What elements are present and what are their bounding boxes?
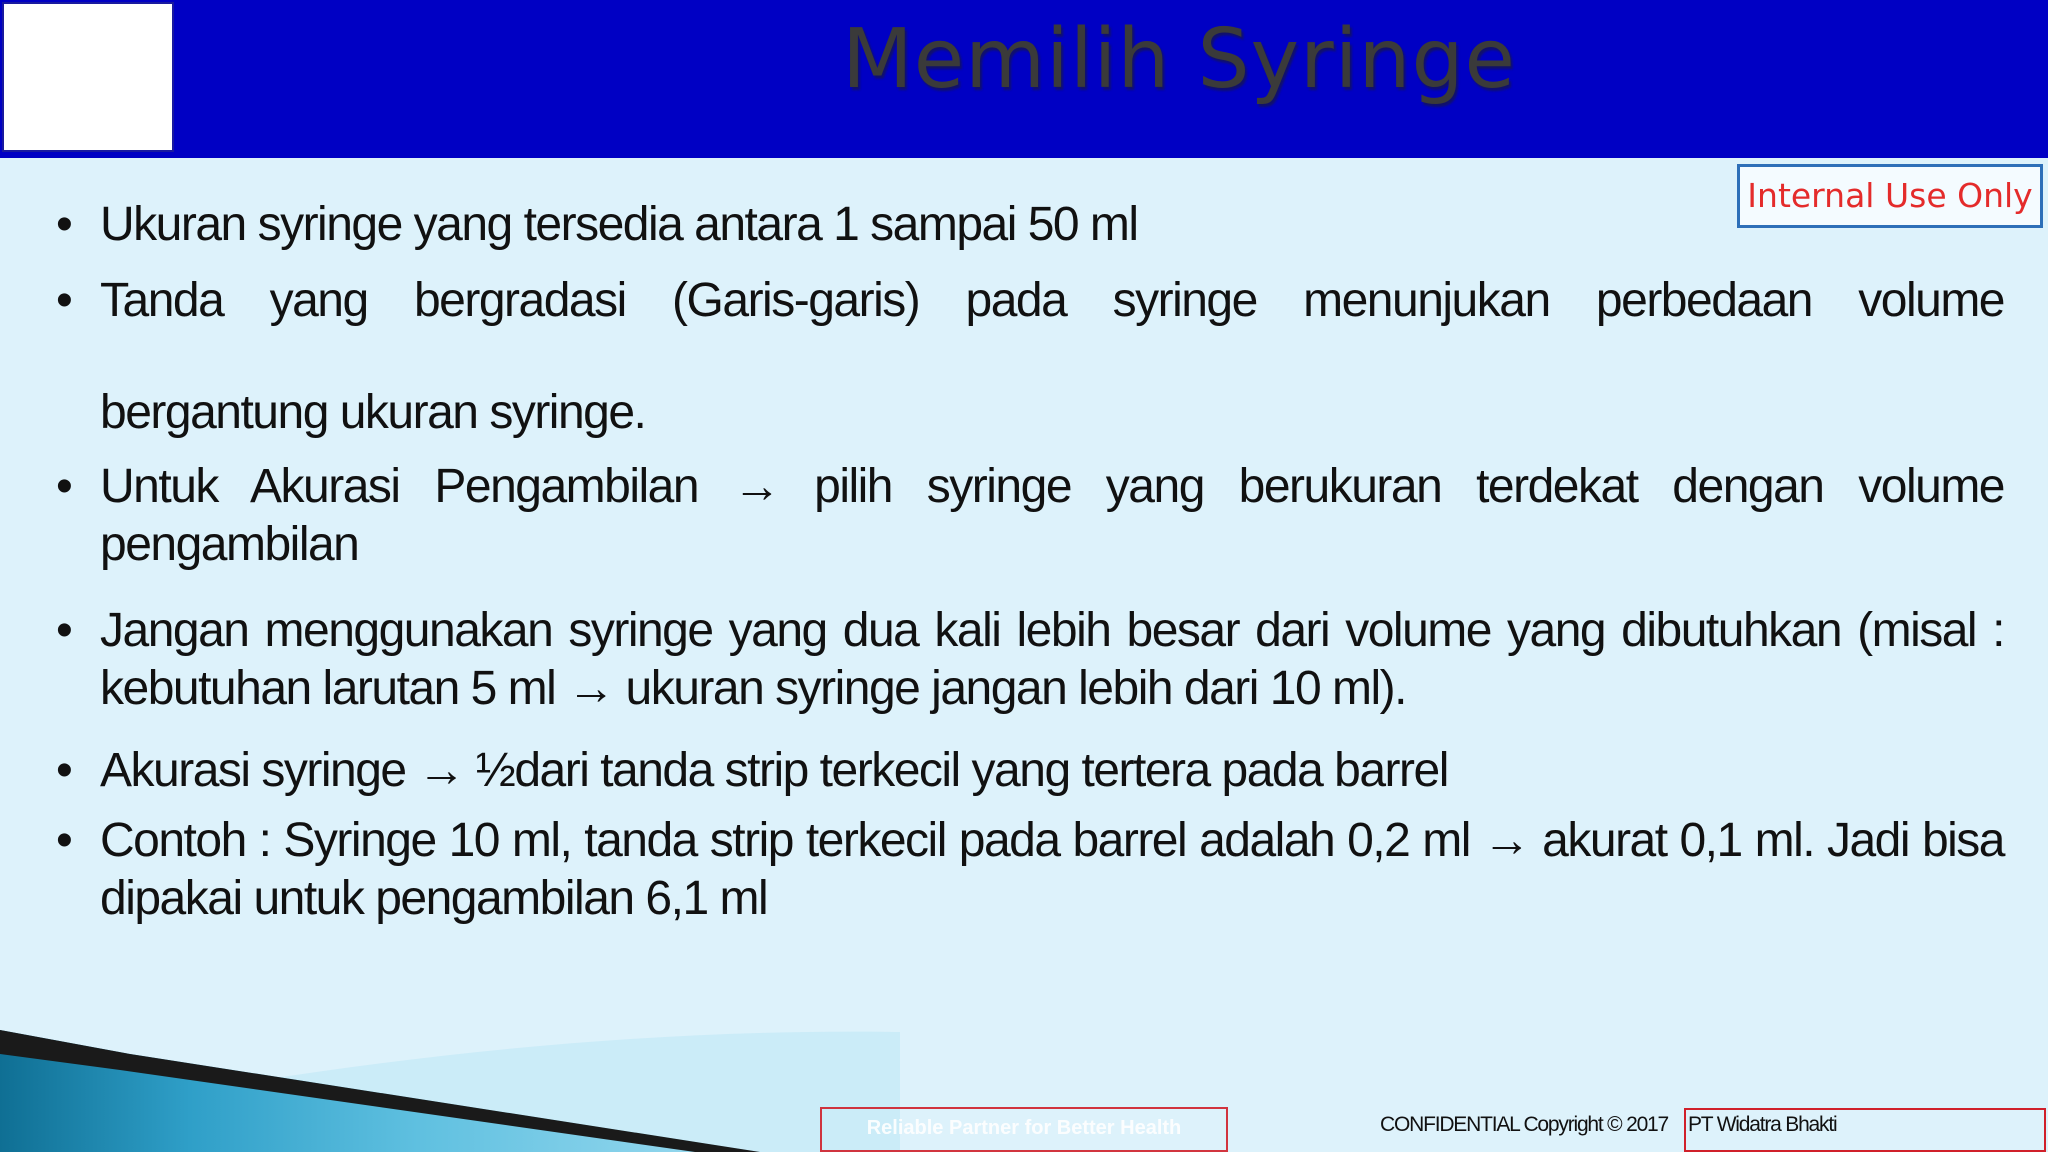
- bullet-text: Untuk Akurasi Pengambilan → pilih syringe yang berukuran terdekat dengan volume pengambilan: [100, 460, 2004, 571]
- bullet-text: Contoh : Syringe 10 ml, tanda strip terkecil pada barrel adalah 0,2 ml → akurat 0,1 ml. Jadi bisa dipakai untuk pengambilan 6,1 ml: [100, 814, 2004, 925]
- footer-copyright: CONFIDENTIAL Copyright © 2017: [1380, 1113, 1669, 1136]
- bullet-dot: •: [56, 814, 72, 867]
- bullet-dot: •: [56, 198, 72, 251]
- bullet-dot: •: [56, 604, 72, 657]
- bullet-text: Ukuran syringe yang tersedia antara 1 sampai 50 ml: [100, 198, 1138, 251]
- bullet-list: [56, 196, 2004, 928]
- slide-title: Memilih Syringe: [841, 12, 1516, 107]
- bullet-dot: •: [56, 744, 72, 797]
- bullet-item: [56, 742, 2004, 800]
- internal-use-badge: Internal Use Only: [1737, 164, 2043, 228]
- bullet-dot: •: [56, 460, 72, 513]
- footer-tagline: Reliable Partner for Better Health: [820, 1107, 1228, 1152]
- bullet-text-line-1: Tanda yang bergradasi (Garis-garis) pada syringe menunjukan perbedaan volume: [100, 274, 2004, 327]
- footer-company: PT Widatra Bhakti: [1684, 1108, 2046, 1152]
- bullet-item: [56, 272, 2004, 442]
- bullet-item: [56, 602, 2004, 718]
- bullet-item: [56, 812, 2004, 928]
- bullet-item: [56, 458, 2004, 574]
- bullet-text-line-2: bergantung ukuran syringe.: [100, 386, 646, 439]
- bullet-dot: •: [56, 274, 72, 327]
- bullet-text: Akurasi syringe → ½dari tanda strip terkecil yang tertera pada barrel: [100, 744, 1448, 797]
- bullet-text: Jangan menggunakan syringe yang dua kali lebih besar dari volume yang dibutuhkan (misal : kebutuhan larutan 5 ml → ukuran syringe jangan lebih dari 10 ml).: [100, 604, 2004, 715]
- bullet-item: [56, 196, 2004, 254]
